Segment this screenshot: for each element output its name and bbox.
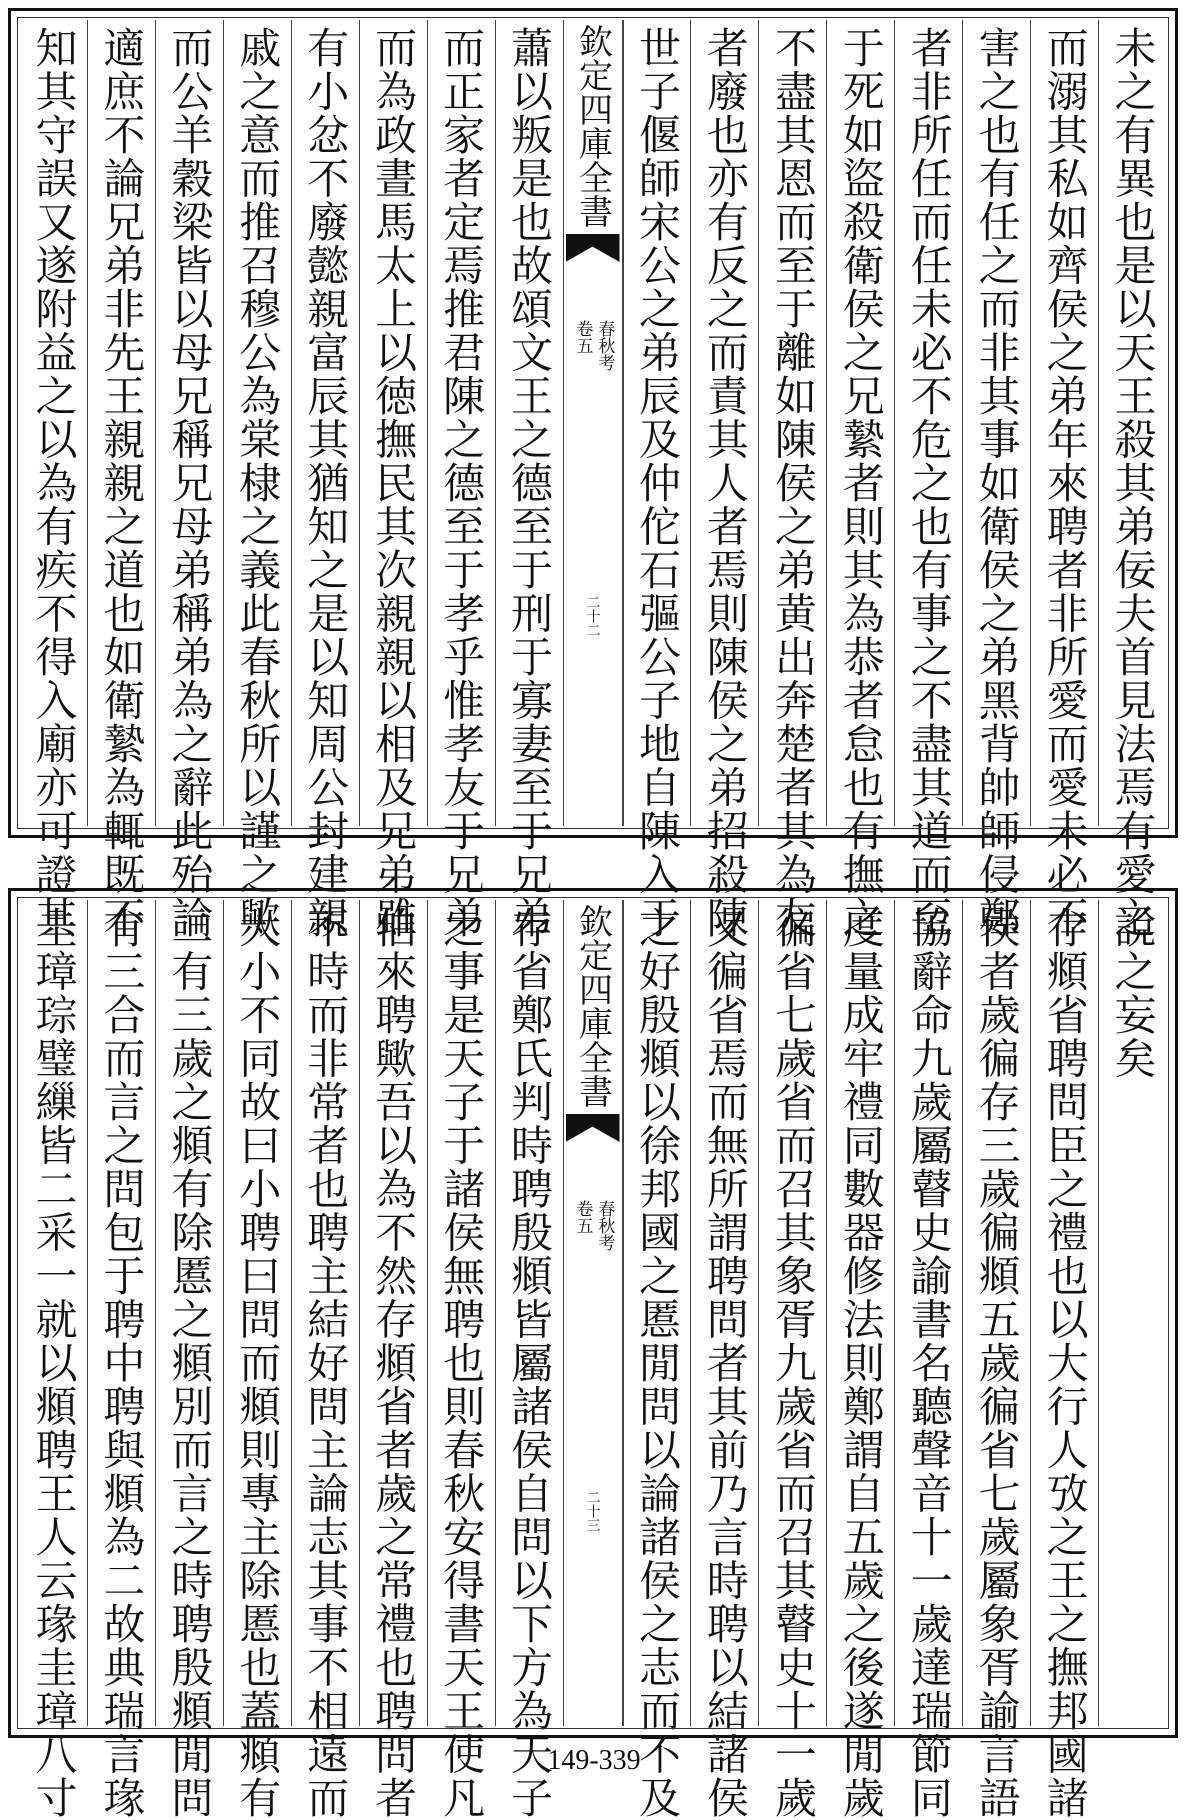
text-column: 度量成牢禮同數器修法則鄭謂自五歲之後遂閒歲 [826,900,894,1726]
fish-tail-mark [566,1114,620,1142]
text-column: 不時而非常者也聘主結好問主論志其事不相遠而 [291,900,359,1726]
book-name: 春秋考 [594,1200,615,1251]
text-column: 蕭以叛是也故頌文王之德至于刑于寡妻至于兄弟 [495,20,563,826]
text-column: 而為政晝馬太上以徳撫民其次親親以相及兄弟雖 [359,20,427,826]
book-and-volume [573,1200,613,1251]
text-column: 二有三歲之頫有除慝之頫別而言之時聘殷頫閒問 [155,900,223,1726]
text-column: 又徧省焉而無所謂聘問者其前乃言時聘以結諸侯 [690,900,758,1726]
text-column: 者廢也亦有反之而責其人者焉則陳侯之弟招殺陳 [690,20,758,826]
text-column: 而溺其私如齊侯之弟年來聘者非所愛而愛未必不 [1030,20,1098,826]
text-column: 圭璋琮璧繅皆二采一就以頫聘王人云瑑圭璋八寸 [29,906,79,1820]
volume-label: 卷五 [572,1200,593,1234]
center-fold-column [563,900,623,1726]
text-column: 者非所任而任未必不危之也有事之不盡其道而至 [894,20,962,826]
page-number: 149-339 [547,1745,641,1776]
text-column: 適庶不論兄弟非先王親親之道也如衛縶為輒既不 [87,20,155,826]
text-column: 知其守誤又遂附益之以為有疾不得入廟亦可證其 [29,26,79,940]
text-column: 有三合而言之問包于聘中聘與頫為二故典瑞言瑑 [87,900,155,1726]
text-column: 于死如盜殺衛侯之兄縶者則其為恭者怠也有撫之 [826,20,894,826]
book-series-title: 欽定四庫全書 [572,24,613,228]
text-column: 有小忿不廢懿親富辰其猶知之是以知周公封建親 [291,20,359,826]
text-column: 說之妄矣 [1098,900,1166,1726]
folio-number: 二十三 [584,1490,601,1532]
upper-page-columns [20,20,1166,940]
center-fold-column [563,20,623,826]
text-column: 世子偃師宋公之弟辰及仲佗石彄公子地自陳入于 [623,20,691,826]
volume-label: 卷五 [572,320,593,354]
text-column: 不盡其恩而至于離如陳侯之弟黄出奔楚者其為友 [758,20,826,826]
text-column: 伯來聘歟吾以為不然存頫省者歲之常禮也聘問者 [359,900,427,1726]
book-and-volume [573,320,613,371]
text-column: 戚之意而推召穆公為棠棣之義此春秋所以謹之歟 [223,20,291,826]
text-column: 而正家者定焉推君陳之德至于孝乎惟孝友于兄弟 [427,20,495,826]
text-column: 大小不同故曰小聘曰問而頫則專主除慝也蓋頫有 [223,900,291,1726]
fish-tail-mark [566,234,620,262]
text-column: 之事是天子于諸侯無聘也則春秋安得書天王使凡 [427,900,495,1726]
text-column: 之好殷頫以徐邦國之慝閒問以論諸侯之志而不及 [623,900,691,1726]
text-column: 而公羊穀梁皆以母兄稱兄母弟稱弟為之辭此殆論 [155,20,223,826]
folio-number: 二十二 [584,595,601,637]
text-column: 存頫省聘問臣之禮也以大行人攷之王之撫邦國諸 [1030,900,1098,1726]
upper-page [8,8,1178,940]
book-name: 春秋考 [594,320,615,371]
text-column: 徧省七歲省而召其象胥九歲省而召其瞽史十一歲 [758,900,826,1726]
book-series-title: 欽定四庫全書 [572,904,613,1108]
text-column: 未之有異也是以天王殺其弟佞夫首見法焉有愛之 [1098,20,1166,826]
text-column: 侯者歲徧存三歲徧頫五歲徧省七歲屬象胥諭言語 [962,900,1030,1726]
text-column: 協辭命九歲屬瞽史諭書名聽聲音十一歲達瑞節同 [894,900,962,1726]
text-column: 害之也有任之而非其事如衛侯之弟黑背帥師侵鄭 [962,20,1030,826]
text-column: 存省鄭氏判時聘殷頫皆屬諸侯自問以下方為天子 [495,900,563,1726]
